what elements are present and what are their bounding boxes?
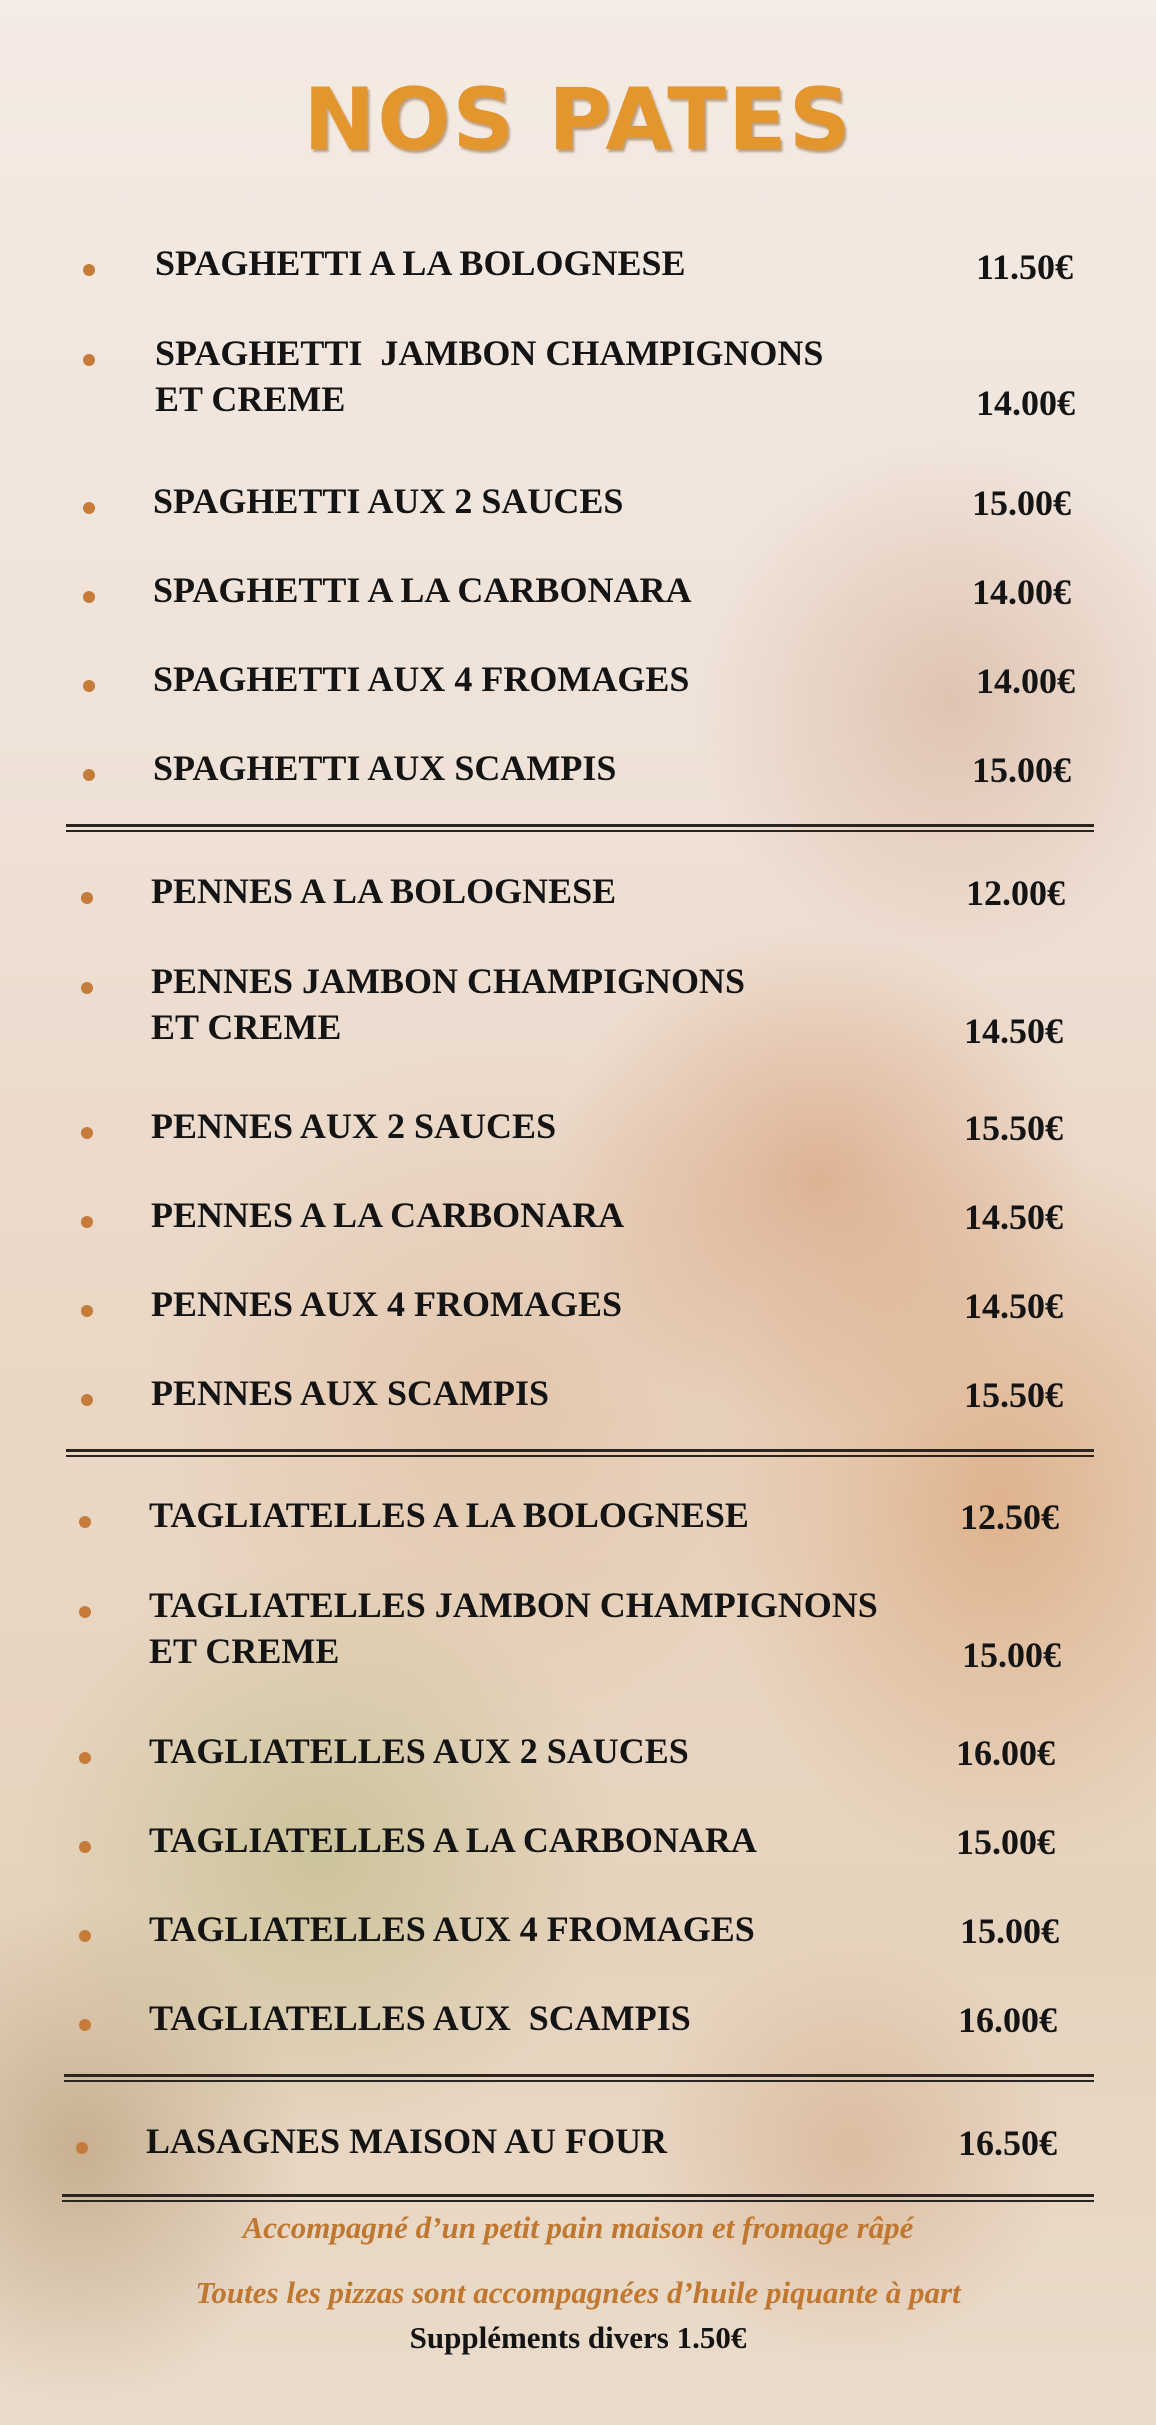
section-divider bbox=[62, 2194, 1094, 2202]
item-name: TAGLIATELLES AUX SCAMPIS bbox=[149, 1998, 691, 2038]
list-item bbox=[0, 240, 1156, 300]
bullet-icon bbox=[79, 1752, 91, 1764]
item-price: 15.00€ bbox=[972, 750, 1071, 790]
item-price: 14.00€ bbox=[976, 661, 1075, 701]
bullet-icon bbox=[81, 1216, 93, 1228]
list-item bbox=[0, 2118, 1156, 2178]
item-name: TAGLIATELLES A LA CARBONARA bbox=[149, 1820, 757, 1860]
item-name: LASAGNES MAISON AU FOUR bbox=[146, 2121, 668, 2161]
list-item bbox=[0, 656, 1156, 716]
item-name: SPAGHETTI A LA BOLOGNESE bbox=[155, 243, 686, 283]
item-price: 14.00€ bbox=[976, 383, 1075, 423]
item-name: SPAGHETTI AUX 4 FROMAGES bbox=[153, 659, 690, 699]
section-divider bbox=[64, 2074, 1094, 2082]
section-divider bbox=[66, 1449, 1094, 1457]
bullet-icon bbox=[83, 502, 95, 514]
item-price: 12.00€ bbox=[966, 873, 1065, 913]
item-name: PENNES AUX 4 FROMAGES bbox=[151, 1284, 623, 1324]
item-name-line2: ET CREME bbox=[151, 1007, 342, 1047]
bullet-icon bbox=[79, 1516, 91, 1528]
bullet-icon bbox=[81, 1394, 93, 1406]
list-item bbox=[0, 868, 1156, 928]
bullet-icon bbox=[83, 680, 95, 692]
item-price: 15.00€ bbox=[956, 1822, 1055, 1862]
bullet-icon bbox=[76, 2142, 88, 2154]
list-item bbox=[0, 1906, 1156, 1966]
item-name: TAGLIATELLES AUX 2 SAUCES bbox=[149, 1731, 689, 1771]
item-price: 11.50€ bbox=[976, 247, 1074, 287]
bullet-icon bbox=[81, 1305, 93, 1317]
list-item bbox=[0, 745, 1156, 805]
item-price: 15.00€ bbox=[960, 1911, 1059, 1951]
item-name: PENNES A LA BOLOGNESE bbox=[151, 871, 617, 911]
item-price: 12.50€ bbox=[960, 1497, 1059, 1537]
item-name: TAGLIATELLES A LA BOLOGNESE bbox=[149, 1495, 749, 1535]
item-price: 15.00€ bbox=[972, 483, 1071, 523]
item-name-line2: ET CREME bbox=[155, 379, 346, 419]
item-price: 14.00€ bbox=[972, 572, 1071, 612]
section-divider bbox=[66, 824, 1094, 832]
item-price: 16.00€ bbox=[956, 1733, 1055, 1773]
bullet-icon bbox=[81, 982, 93, 994]
item-name: SPAGHETTI AUX 2 SAUCES bbox=[153, 481, 624, 521]
list-item bbox=[0, 1582, 1156, 1682]
list-item bbox=[0, 478, 1156, 538]
item-name-line2: ET CREME bbox=[149, 1631, 340, 1671]
item-name: TAGLIATELLES JAMBON CHAMPIGNONS bbox=[149, 1585, 878, 1625]
list-item bbox=[0, 1817, 1156, 1877]
item-price: 16.50€ bbox=[958, 2123, 1057, 2163]
list-item bbox=[0, 1281, 1156, 1341]
item-price: 14.50€ bbox=[964, 1286, 1063, 1326]
item-price: 16.00€ bbox=[958, 2000, 1057, 2040]
bullet-icon bbox=[79, 1930, 91, 1942]
bullet-icon bbox=[81, 1127, 93, 1139]
item-name: PENNES JAMBON CHAMPIGNONS bbox=[151, 961, 746, 1001]
list-item bbox=[0, 1728, 1156, 1788]
item-price: 15.00€ bbox=[962, 1635, 1061, 1675]
accompaniment-note: Accompagné d’un petit pain maison et fromage râpé bbox=[242, 2210, 914, 2245]
item-name: TAGLIATELLES AUX 4 FROMAGES bbox=[149, 1909, 755, 1949]
item-price: 14.50€ bbox=[964, 1011, 1063, 1051]
bullet-icon bbox=[83, 591, 95, 603]
list-item bbox=[0, 330, 1156, 430]
item-price: 14.50€ bbox=[964, 1197, 1063, 1237]
bullet-icon bbox=[79, 1606, 91, 1618]
pizza-oil-note: Toutes les pizzas sont accompagnées d’huile piquante à part bbox=[195, 2275, 961, 2310]
bullet-icon bbox=[79, 2019, 91, 2031]
list-item bbox=[0, 1192, 1156, 1252]
list-item bbox=[0, 1103, 1156, 1163]
list-item bbox=[0, 1370, 1156, 1430]
item-price: 15.50€ bbox=[964, 1108, 1063, 1148]
item-name: SPAGHETTI JAMBON CHAMPIGNONS bbox=[155, 333, 824, 373]
bullet-icon bbox=[83, 769, 95, 781]
item-name: PENNES AUX SCAMPIS bbox=[151, 1373, 550, 1413]
item-name: PENNES A LA CARBONARA bbox=[151, 1195, 625, 1235]
item-name: SPAGHETTI AUX SCAMPIS bbox=[153, 748, 617, 788]
bullet-icon bbox=[81, 892, 93, 904]
item-name: SPAGHETTI A LA CARBONARA bbox=[153, 570, 692, 610]
list-item bbox=[0, 958, 1156, 1058]
list-item bbox=[0, 1492, 1156, 1552]
bullet-icon bbox=[79, 1841, 91, 1853]
item-name: PENNES AUX 2 SAUCES bbox=[151, 1106, 557, 1146]
item-price: 15.50€ bbox=[964, 1375, 1063, 1415]
list-item bbox=[0, 567, 1156, 627]
page-title: NOS PATES bbox=[303, 70, 853, 170]
supplements-note: Suppléments divers 1.50€ bbox=[409, 2320, 747, 2355]
bullet-icon bbox=[83, 354, 95, 366]
list-item bbox=[0, 1995, 1156, 2055]
bullet-icon bbox=[83, 264, 95, 276]
